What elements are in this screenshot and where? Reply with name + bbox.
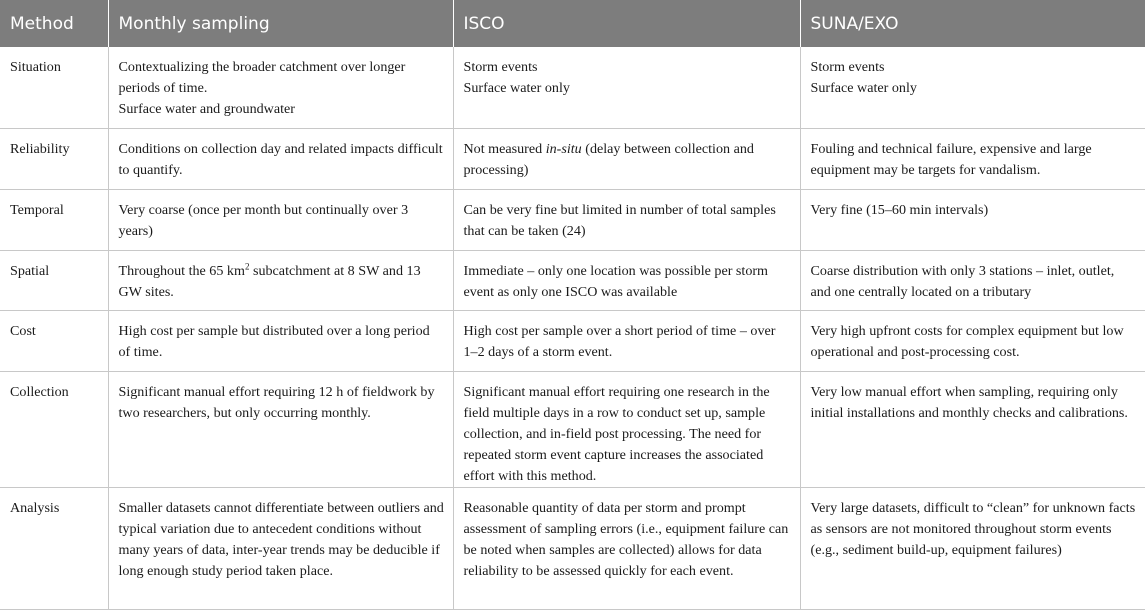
cell-line: Surface water only — [463, 80, 570, 96]
table-row-situation — [0, 47, 1145, 128]
cell-temporal-suna: Very fine (15–60 min intervals) — [800, 189, 1145, 250]
table-row-collection — [0, 371, 1145, 487]
table-body — [0, 47, 1145, 609]
row-label-reliability: Reliability — [0, 128, 108, 189]
cell-spatial-monthly — [108, 250, 453, 310]
header-row — [0, 0, 1145, 47]
row-label-situation: Situation — [0, 47, 108, 128]
row-label-temporal: Temporal — [0, 189, 108, 250]
cell-situation-isco — [453, 47, 800, 128]
table-row-temporal — [0, 189, 1145, 250]
cell-line: Surface water only — [810, 80, 917, 96]
cell-line: Storm events — [463, 59, 538, 75]
cell-analysis-suna: Very large datasets, difficult to “clean” for unknown facts as sensors are not monitored throughout storm events (e.g., sediment build-up, equipment failures) — [800, 487, 1145, 609]
cell-temporal-isco: Can be very fine but limited in number of total samples that can be taken (24) — [453, 189, 800, 250]
cell-spatial-isco: Immediate – only one location was possible per storm event as only one ISCO was available — [453, 250, 800, 310]
cell-collection-monthly: Significant manual effort requiring 12 h of fieldwork by two researchers, but only occurring monthly. — [108, 371, 453, 487]
row-label-analysis: Analysis — [0, 487, 108, 609]
cell-cost-suna: Very high upfront costs for complex equipment but low operational and post-processing cost. — [800, 310, 1145, 371]
cell-collection-suna: Very low manual effort when sampling, requiring only initial installations and monthly checks and calibrations. — [800, 371, 1145, 487]
row-label-collection: Collection — [0, 371, 108, 487]
header-method: Method — [0, 0, 108, 47]
cell-line: Contextualizing the broader catchment over longer periods of time. — [118, 59, 406, 96]
table-row-spatial — [0, 250, 1145, 310]
cell-spatial-suna: Coarse distribution with only 3 stations – inlet, outlet, and one centrally located on a tributary — [800, 250, 1145, 310]
table-row-cost — [0, 310, 1145, 371]
table-row-reliability — [0, 128, 1145, 189]
cell-situation-monthly — [108, 47, 453, 128]
cell-cost-isco: High cost per sample over a short period of time – over 1–2 days of a storm event. — [453, 310, 800, 371]
cell-analysis-monthly: Smaller datasets cannot differentiate between outliers and typical variation due to antecedent conditions without many years of data, inter-year trends may be deducible if long enough study period taken place. — [108, 487, 453, 609]
cell-text: Throughout the 65 km — [118, 262, 245, 279]
header-monthly-sampling: Monthly sampling — [108, 0, 453, 47]
cell-line: Storm events — [810, 59, 885, 75]
cell-emphasis: in-situ — [545, 140, 582, 157]
cell-text: subcatchment at 8 SW and 13 GW sites. — [118, 262, 421, 300]
row-label-cost: Cost — [0, 310, 108, 371]
cell-reliability-monthly: Conditions on collection day and related impacts difficult to quantify. — [108, 128, 453, 189]
header-isco: ISCO — [453, 0, 800, 47]
cell-collection-isco: Significant manual effort requiring one research in the field multiple days in a row to conduct set up, sample collection, and in-field post processing. The need for repeated storm event capture increases the associated effort with this method. — [453, 371, 800, 487]
cell-cost-monthly: High cost per sample but distributed over a long period of time. — [108, 310, 453, 371]
cell-reliability-suna: Fouling and technical failure, expensive and large equipment may be targets for vandalism. — [800, 128, 1145, 189]
cell-text: (delay between collection and processing) — [463, 140, 754, 178]
cell-reliability-isco — [453, 128, 800, 189]
cell-situation-suna — [800, 47, 1145, 128]
table-row-analysis — [0, 487, 1145, 609]
row-label-spatial: Spatial — [0, 250, 108, 310]
cell-analysis-isco: Reasonable quantity of data per storm and prompt assessment of sampling errors (i.e., equipment failure can be noted when samples are collected) allows for data reliability to be assessed quickly for each event. — [453, 487, 800, 609]
table-header — [0, 0, 1145, 47]
cell-temporal-monthly: Very coarse (once per month but continually over 3 years) — [108, 189, 453, 250]
cell-text: Not measured — [463, 140, 546, 157]
header-suna-exo: SUNA/EXO — [800, 0, 1145, 47]
cell-line: Surface water and groundwater — [118, 101, 295, 117]
cell-superscript: 2 — [244, 260, 250, 271]
